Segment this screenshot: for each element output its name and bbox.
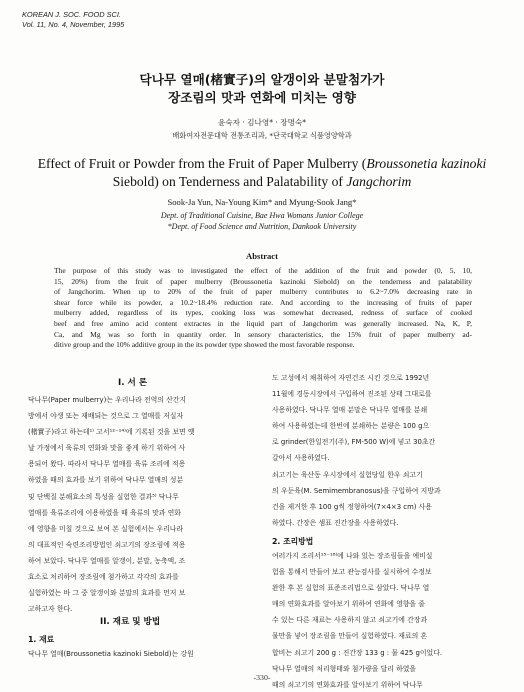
korean-authors: 윤숙자 · 김나영* · 장명숙* — [217, 118, 307, 127]
introduction-text — [28, 392, 258, 617]
journal-name: KOREAN J. SOC. FOOD SCI. — [22, 10, 121, 19]
abstract-line: 15, 20%) from the fruit of paper mulberry (Broussonetia kazinoki Siebold) on the tenderness and palatability — [54, 276, 472, 286]
text-line: 물만을 넣어 장조림을 만들어 실험하였다. 재료의 혼 — [272, 632, 428, 641]
materials-text — [28, 646, 258, 662]
text-line: 매의 연화효과를 알아보기 위하여 연화에 영향을 줄 — [272, 600, 425, 609]
text-line: 날 가정에서 육류의 연화와 맛을 좋게 하기 위하여 사 — [28, 444, 186, 453]
cooking-method-text — [272, 548, 500, 692]
abstract-line: mulberry added, regardless of its types, cooking loss was somewhat decreased, redness of surface of cooked — [54, 308, 472, 318]
text-line: 갈아서 사용하였다. — [272, 454, 330, 463]
text-line: 및 단백질 분해효소의 특성을 실험한 결과⁵⁾ 닥나무 — [28, 492, 179, 501]
text-line: 여러가지 조리서¹⁵⁻¹⁸⁾에 나와 있는 장조림들을 예비실 — [272, 552, 433, 560]
text-line: 의 우둔육(M. Semimembranosus)을 구입하여 지방과 — [272, 486, 441, 495]
english-title — [30, 155, 494, 191]
text-line: 하여 사용하였는데 한번에 분쇄하는 분량은 100 g으 — [272, 422, 430, 431]
page-number: -330- — [253, 673, 271, 682]
english-title-dish: Jangchorim — [346, 174, 412, 189]
section-introduction-heading: I. 서 론 — [118, 378, 148, 388]
text-line: 하여 보았다. 닥나무 열매를 알갱이, 분말, 농축액, 조 — [28, 556, 186, 565]
english-title-part1: Effect of Fruit or Powder from the Fruit of Paper Mulberry ( — [37, 156, 367, 171]
text-line: 닥나무(Paper mulberry)는 우리나라 전역의 산간지 — [28, 396, 187, 404]
abstract-body — [54, 266, 472, 351]
text-line: 에 영향을 미칠 것으로 보여 본 실험에서는 우리나라 — [28, 524, 184, 533]
text-line: 방에서 야생 또는 재배되는 것으로 그 열매를 저실자 — [28, 412, 184, 421]
abstract-line: beef and free amino acid content extractes in the liquid part of Jangchorim was generally increased. Na, K, P, — [54, 318, 472, 328]
text-line: 실험하였는 바 그 중 알갱이와 분말의 효과를 먼저 보 — [28, 589, 186, 598]
abstract-line: ditive group and the 10% additive group in the its powder type showed the most favorable response. — [54, 340, 355, 350]
text-line: (楮實子)라고 하는데¹⁾ 고서¹²⁻¹⁴⁾에 기록된 것을 보면 옛 — [28, 428, 195, 437]
section-methods-heading: II. 재료 및 방법 — [100, 617, 161, 627]
text-line: 하였다. 간장은 샘표 진간장을 사용하였다. — [272, 518, 399, 527]
text-line: 사용하였다. 닥나무 열매 분말은 닥나무 열매를 분쇄 — [272, 406, 428, 415]
department-1: Dept. of Traditional Cuisine, Bae Hwa Womans Junior College — [160, 211, 364, 220]
text-line: 로 grinder(한일전기(주), FM-500 W)에 넣고 30초간 — [272, 438, 436, 447]
journal-volume: Vol. 11, No. 4, November, 1995 — [22, 19, 125, 29]
english-title-species: Broussonetia kazinoki — [366, 156, 487, 171]
abstract-line: Ca, and Mg was so forth in quantity order. In sensory characteristics, the 15% fruit of paper mulberry ad- — [54, 329, 472, 339]
korean-title-line1: 닥나무 열매(楮實子)의 알갱이와 분말첨가가 — [139, 72, 385, 87]
text-line: 도 고성에서 채취하여 자연건조 시킨 것으로 1992년 — [272, 374, 430, 382]
abstract-line: shear force while its powder, a 10.2~18.4% reduction rate. And according to the increasing of fruits of paper — [54, 297, 472, 307]
korean-title-line2: 장조림의 맛과 연화에 미치는 영향 — [168, 90, 356, 105]
text-line: 닥나무 열매(Broussonetia kazinoki Siebold)는 강원 — [28, 650, 194, 658]
subsection-cooking-heading: 2. 조리방법 — [272, 537, 314, 546]
abstract-line: The purpose of this study was to investigated the effect of the addition of the fruit and powder (0, 5, 10, — [54, 266, 472, 275]
text-line: 험을 통해서 만들어 보고 관능검사를 실시하여 수정보 — [272, 568, 432, 577]
materials-text-continued — [272, 370, 500, 531]
journal-header — [22, 10, 124, 29]
abstract-line: of Jangchorim. When up to 20% of the fruit of paper mulberry contributes to 6.2~7.0% decreasing rate in — [54, 287, 472, 297]
text-line: 때의 쇠고기의 연화효과를 알아보기 위하여 닥나무 — [272, 680, 423, 689]
english-authors: Sook-Ja Yun, Na-Young Kim* and Myung-Sook Jang* — [167, 197, 357, 207]
text-line: 수 있는 다른 재료는 사용하지 않고 쇠고기에 간장과 — [272, 616, 428, 625]
text-line: 고하고자 한다. — [28, 605, 73, 614]
korean-affiliation: 배화여자전문대학 전통조리과, *단국대학교 식품영양학과 — [172, 131, 352, 140]
department-2: *Dept. of Food Science and Nutrition, Dankook University — [167, 222, 357, 231]
text-line: 건을 제거한 후 100 g씩 정형하여(7×4×3 cm) 사용 — [272, 502, 432, 511]
english-title-part3: Siebold) on Tenderness and Palatability of — [112, 174, 347, 189]
text-line: 열매를 육류조리에 이용하였을 때 육류의 맛과 연화 — [28, 508, 181, 517]
text-line: 의 대표적인 숙련조리방법인 쇠고기의 장조림에 적용 — [28, 540, 186, 549]
text-line: 완한 후 본 실험의 표준조리법으로 삼았다. 닥나무 열 — [272, 584, 430, 593]
text-line: 용되어 왔다. 따라서 닥나무 열매를 육류 조리에 적용 — [28, 460, 186, 469]
subsection-materials-heading: 1. 재료 — [28, 635, 55, 644]
text-line: 합비는 쇠고기 200 g : 진간장 133 g : 물 425 g이었다. — [272, 648, 443, 657]
text-line: 효소로 처리하여 장조림에 첨가하고 각각의 효과를 — [28, 573, 179, 582]
text-line: 하였을 때의 효과를 보기 위하여 닥나무 열매의 성분 — [28, 476, 184, 485]
text-line: 쇠고기는 육산동 우시장에서 실험당일 한우 쇠고기 — [272, 470, 423, 479]
text-line: 11월에 경동시장에서 구입하여 진조된 상태 그대로를 — [272, 390, 432, 399]
text-line: 닥나무 열매의 처리형태와 첨가량을 달리 하였을 — [272, 664, 417, 673]
abstract-heading: Abstract — [246, 251, 278, 261]
